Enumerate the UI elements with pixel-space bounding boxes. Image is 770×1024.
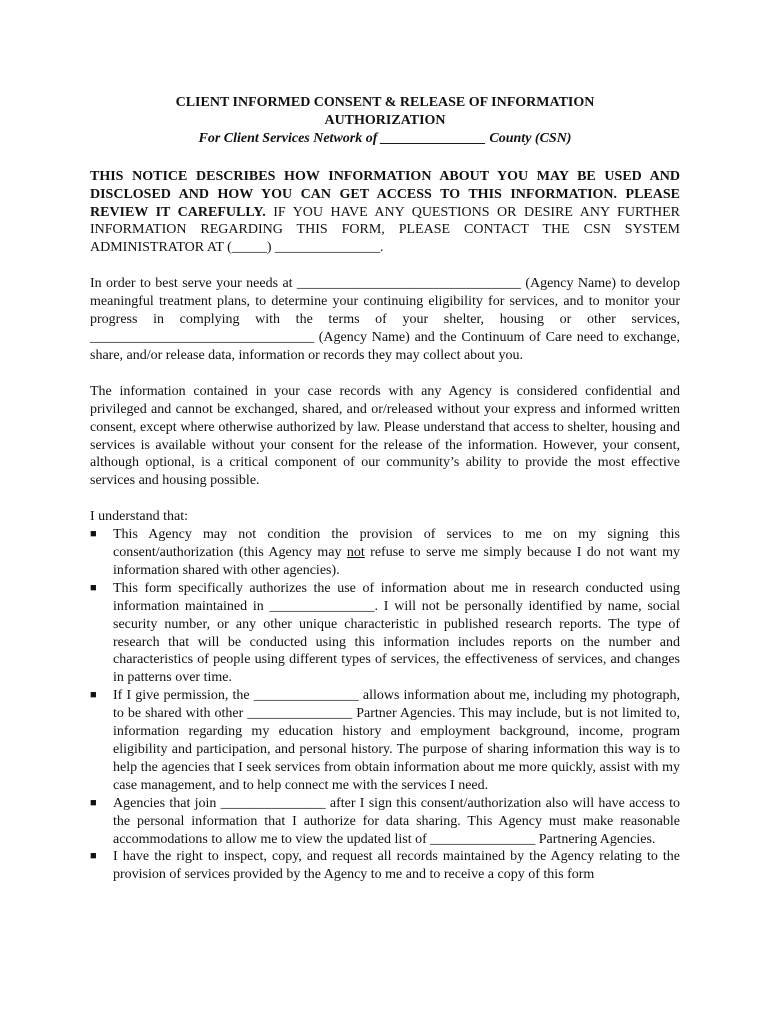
bullet-icon: ■ — [90, 689, 97, 702]
item-text: If I give permission, the _______________ allows information about me, including my photograph, to be shared with other _______________ Partner Agencies. This may include, but is not limited to, information regarding my education history and employment background, income, program eligibility and participation, and personal history. The purpose of sharing information this way is to help the agencies that I seek services from obtain information about me more quickly, assist with my case management, and to help connect me with the services I need. — [113, 688, 680, 793]
list-item — [90, 848, 680, 884]
notice-bold-text: THIS NOTICE DESCRIBES HOW INFORMATION ABOUT YOU MAY BE USED AND DISCLOSED AND HOW YOU CAN GET ACCESS TO THIS INFORMATION. PLEASE REVIEW IT CAREFULLY. — [90, 168, 680, 220]
document-title — [90, 94, 680, 130]
list-item — [90, 795, 680, 849]
item-text-end: refuse to serve me simply because I do not want my information shared with other agencies). — [113, 545, 681, 578]
bullet-icon: ■ — [90, 796, 97, 809]
underlined-not: not — [346, 545, 365, 561]
confidentiality-paragraph: The information contained in your case records with any Agency is considered confidential and privileged and cannot be exchanged, shared, and or/released without your express and informed written consent, except where otherwise authorized by law. Please understand that access to shelter, housing and services is available without your consent for the release of the information. However, your consent, although optional, is a critical component of our community’s ability to provide the most effective services and housing possible. — [90, 383, 680, 489]
list-item — [90, 526, 680, 580]
list-item — [90, 687, 680, 794]
bullet-icon: ■ — [90, 581, 97, 594]
item-text: This form specifically authorizes the use of information about me in research conducted using information maintained in _______________. I will not be personally identified by name, social security number, or any other unique characteristic in published research reports. The type of research that will be conducted using this information includes reports on the number and characteristics of people using different types of services, the effectiveness of services, and changes in patterns over time. — [113, 580, 680, 686]
title-line-1: CLIENT INFORMED CONSENT & RELEASE OF INFORMATION — [175, 95, 595, 110]
agency-needs-paragraph: In order to best serve your needs at ________________________________ (Agency Name) to develop meaningful treatment plans, to determine your continuing eligibility for services, and to monitor your progress in complying with the terms of your shelter, housing or other services, ________________________________ (Agency Name) and the Continuum of Care need to exchange, share, and/or release data, information or records they may collect about you. — [90, 276, 680, 363]
document-subtitle: For Client Services Network of _______________ County (CSN) — [198, 130, 572, 146]
document-body — [90, 94, 680, 884]
understand-intro: I understand that: — [90, 509, 188, 525]
understanding-list — [90, 526, 680, 884]
bullet-icon: ■ — [90, 850, 97, 863]
bullet-icon: ■ — [90, 528, 97, 541]
list-item — [90, 580, 680, 687]
privacy-notice — [90, 168, 680, 258]
item-text: This Agency may not condition the provision of services to me on my signing this consent/authorization (this Agency may — [113, 527, 680, 561]
item-text: I have the right to inspect, copy, and request all records maintained by the Agency relating to the provision of services provided by the Agency to me and to receive a copy of this form — [113, 849, 680, 883]
item-text: Agencies that join _______________ after I sign this consent/authorization also will have access to the personal information that I authorize for data sharing. This Agency must make reasonable accommodations to allow me to view the updated list of _______________ Partnering Agencies. — [113, 795, 680, 847]
notice-contact-text: IF YOU HAVE ANY QUESTIONS OR DESIRE ANY FURTHER INFORMATION REGARDING THIS FORM, PLEASE CONTACT THE CSN SYSTEM ADMINISTRATOR AT (_____) _______________. — [90, 204, 680, 256]
title-line-2: AUTHORIZATION — [324, 112, 446, 128]
